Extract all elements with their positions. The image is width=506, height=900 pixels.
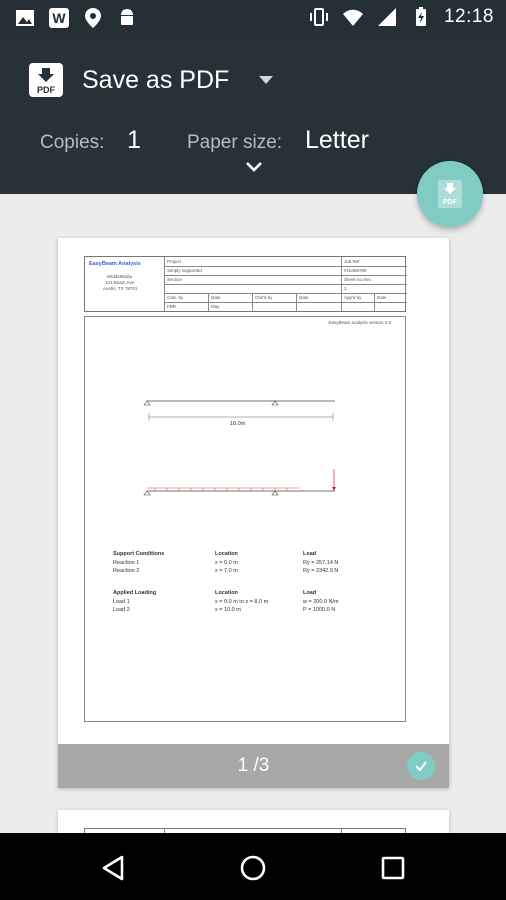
image-notification-icon bbox=[14, 7, 36, 29]
battery-charging-icon bbox=[410, 6, 432, 28]
doc-location-heading: Location bbox=[215, 590, 238, 596]
doc-company-title: EasyBeam Analysis bbox=[89, 261, 141, 267]
doc-calc-value: FBR bbox=[167, 304, 176, 309]
doc-date-label: Date bbox=[377, 295, 387, 300]
doc-support-loc: x = 0.0 m bbox=[215, 560, 238, 566]
paper-size-value[interactable]: Letter bbox=[305, 126, 369, 154]
doc-date-value: May bbox=[211, 304, 220, 309]
paper-size-label: Paper size: bbox=[187, 132, 283, 153]
doc-load-name: Load 2 bbox=[113, 607, 130, 613]
page-select-checkbox[interactable] bbox=[407, 752, 435, 780]
doc-company-line: 123 Beam Ave bbox=[105, 280, 135, 285]
check-icon bbox=[413, 758, 429, 774]
w-app-notification-icon bbox=[48, 7, 70, 29]
home-circle-icon bbox=[239, 854, 267, 882]
doc-support-name: Reaction 2 bbox=[113, 568, 140, 574]
chevron-down-icon[interactable] bbox=[244, 160, 264, 174]
page-indicator: 1 /3 bbox=[237, 755, 270, 776]
pdf-file-icon bbox=[437, 179, 463, 209]
back-button[interactable] bbox=[96, 851, 130, 885]
back-triangle-icon bbox=[100, 854, 126, 882]
wifi-icon bbox=[342, 6, 364, 28]
home-button[interactable] bbox=[236, 851, 270, 885]
doc-load-heading: Load bbox=[303, 551, 317, 557]
copies-label: Copies: bbox=[40, 132, 105, 153]
maps-notification-icon bbox=[82, 7, 104, 29]
document-body bbox=[84, 316, 406, 722]
doc-project-value: Simply supported bbox=[167, 268, 202, 273]
recents-square-icon bbox=[380, 855, 406, 881]
recents-button[interactable] bbox=[376, 851, 410, 885]
printer-name: Save as PDF bbox=[82, 65, 230, 94]
printer-dropdown-arrow-icon[interactable] bbox=[259, 76, 273, 84]
pdf-icon-text: PDF bbox=[443, 199, 457, 206]
svg-text:W: W bbox=[52, 10, 66, 26]
navigation-bar bbox=[0, 833, 506, 900]
doc-support-name: Reaction 1 bbox=[113, 560, 140, 566]
download-pdf-button[interactable] bbox=[417, 161, 483, 227]
doc-load-loc: x = 10.0 m bbox=[215, 607, 241, 613]
page-preview[interactable] bbox=[58, 238, 449, 788]
doc-load-loc: x = 0.0 m to x = 8.0 m bbox=[215, 599, 269, 605]
loaded-beam-diagram bbox=[141, 467, 341, 507]
doc-load-heading: Load bbox=[303, 590, 317, 596]
doc-company-line: WiddeMedia bbox=[107, 274, 133, 279]
doc-chkd-label: Chk'd by bbox=[255, 295, 273, 300]
doc-support-load: Ry = 257.14 N bbox=[303, 560, 339, 566]
doc-calc-label: Calc. by bbox=[167, 295, 184, 300]
doc-support-load: Ry = 2342.9 N bbox=[303, 568, 339, 574]
doc-company-line: Austin, TX 78701 bbox=[103, 286, 138, 291]
clock: 12:18 bbox=[443, 6, 494, 27]
beam-diagram bbox=[141, 395, 341, 435]
doc-span-label: 10.0m bbox=[230, 421, 246, 427]
doc-sheet-label: Sheet no./rev. bbox=[344, 277, 372, 282]
doc-appd-label: App'd by bbox=[344, 295, 362, 300]
cell-signal-icon bbox=[376, 6, 398, 28]
doc-support-heading: Support Conditions bbox=[113, 551, 165, 557]
doc-load-value: w = 200.0 N/m bbox=[303, 599, 339, 605]
doc-date-label: Date bbox=[211, 295, 221, 300]
android-notification-icon bbox=[116, 7, 138, 29]
doc-applied-heading: Applied Loading bbox=[113, 590, 157, 596]
doc-date-label: Date bbox=[299, 295, 309, 300]
doc-load-name: Load 1 bbox=[113, 599, 130, 605]
doc-location-heading: Location bbox=[215, 551, 238, 557]
status-bar bbox=[0, 0, 506, 36]
copies-value[interactable]: 1 bbox=[127, 126, 141, 154]
doc-sheet-value: 1 bbox=[344, 286, 347, 291]
pdf-icon-text: PDF bbox=[37, 85, 55, 95]
doc-support-loc: x = 7.0 m bbox=[215, 568, 238, 574]
printer-selector[interactable] bbox=[28, 62, 229, 98]
doc-section-label: Section bbox=[167, 277, 183, 282]
page-footer bbox=[58, 744, 449, 788]
vibrate-icon bbox=[308, 6, 330, 28]
doc-version: EasyBeam analysis version 1.0 bbox=[328, 320, 391, 325]
doc-load-value: P = 1000.0 N bbox=[303, 607, 336, 613]
doc-project-label: Project bbox=[167, 259, 182, 264]
document-header-table bbox=[84, 256, 406, 312]
pdf-file-icon bbox=[28, 62, 64, 98]
doc-job-ref-value: #10468789 bbox=[344, 268, 367, 273]
doc-job-ref-label: Job Ref. bbox=[344, 259, 361, 264]
